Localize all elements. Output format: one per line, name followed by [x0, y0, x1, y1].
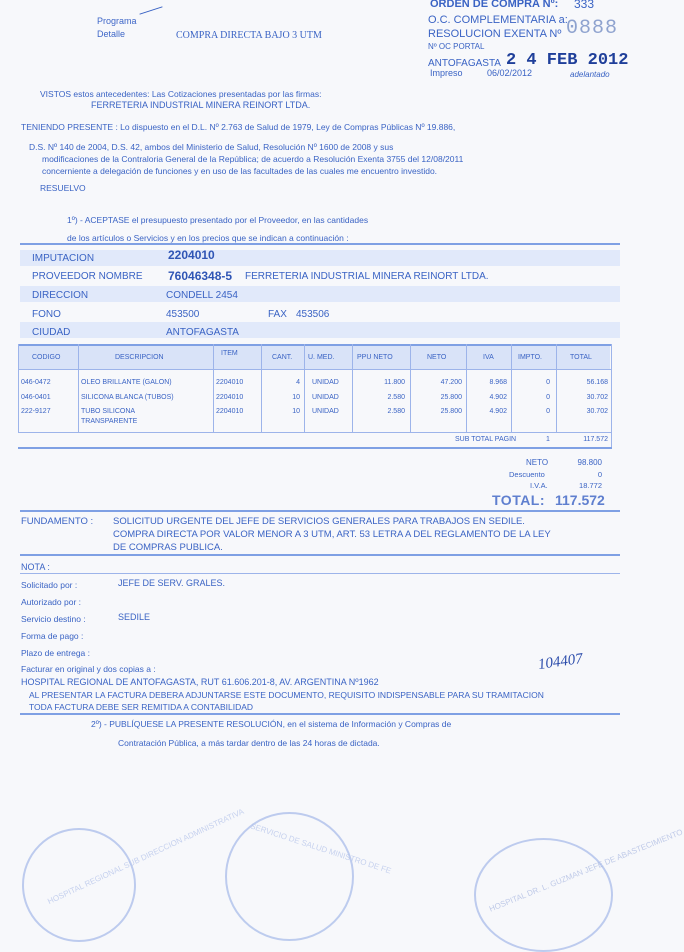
- impreso-label: Impreso: [430, 68, 463, 78]
- th-ppu-neto: PPU NETO: [357, 354, 393, 361]
- table-cell: 10: [292, 408, 300, 415]
- th-cant: CANT.: [272, 354, 293, 361]
- orden-value: 333: [574, 0, 595, 11]
- publiquese-line2: Contratación Pública, a más tardar dentro de las 24 horas de dictada.: [118, 738, 380, 748]
- ciudad-value: ANTOFAGASTA: [166, 327, 239, 338]
- col-sep: [18, 344, 19, 432]
- descuento-label: Descuento: [509, 470, 545, 479]
- table-cell: 4.902: [489, 408, 507, 415]
- table-cell: 2204010: [216, 379, 244, 386]
- table-cell: 2204010: [216, 394, 244, 401]
- resuelvo: RESUELVO: [40, 183, 86, 193]
- left-stamp: [22, 806, 246, 942]
- ciudad-fecha-label: ANTOFAGASTA: [428, 58, 501, 69]
- divider: [20, 554, 620, 556]
- table-cell: 2.580: [387, 394, 405, 401]
- ds-line3: concerniente a delegación de funciones y en uso de las facultades de las cuales me encuentro investido.: [42, 166, 438, 176]
- hospital-address: HOSPITAL REGIONAL DE ANTOFAGASTA, RUT 61.606.201-8, AV. ARGENTINA Nº1962: [21, 677, 379, 687]
- col-sep: [352, 344, 353, 432]
- total-value: 117.572: [555, 492, 605, 508]
- orden-label: ORDEN DE COMPRA Nº:: [430, 0, 559, 10]
- fundamento-line3: DE COMPRAS PUBLICA.: [113, 542, 223, 553]
- subtotal-label: SUB TOTAL PAGIN: [455, 436, 517, 443]
- detalle-label: Detalle: [97, 29, 126, 39]
- autorizado-label: Autorizado por :: [21, 597, 82, 607]
- th-umed: U. MED.: [308, 354, 335, 361]
- proveedor-nombre-value: FERRETERIA INDUSTRIAL MINERA REINORT LTDA.: [245, 271, 489, 282]
- subtotal-page: 1: [546, 436, 550, 443]
- table-cell: 10: [292, 394, 300, 401]
- table-cell: 30.702: [586, 394, 608, 401]
- pen-stroke: [139, 6, 162, 14]
- table-cell: 2204010: [216, 408, 244, 415]
- fundamento-label: FUNDAMENTO :: [21, 516, 94, 527]
- neto-value: 98.800: [577, 458, 602, 467]
- col-sep: [410, 344, 411, 432]
- direccion-value: CONDELL 2454: [166, 290, 238, 301]
- oc-portal-label: Nº OC PORTAL: [428, 42, 485, 51]
- col-sep: [556, 344, 557, 432]
- acepta-line1: 1º) - ACEPTASE el presupuesto presentado por el Proveedor, en las cantidades: [67, 215, 369, 225]
- proveedor-nombre-label: PROVEEDOR NOMBRE: [32, 271, 143, 282]
- solicitado-value: JEFE DE SERV. GRALES.: [118, 578, 226, 588]
- detalle-value: COMPRA DIRECTA BAJO 3 UTM: [176, 30, 322, 41]
- center-stamp: [225, 812, 393, 941]
- vistos-line2: FERRETERIA INDUSTRIAL MINERA REINORT LTDA.: [91, 100, 311, 110]
- acepta-line2: de los artículos o Servicios y en los precios que se indican a continuación :: [67, 233, 349, 243]
- col-sep: [213, 344, 214, 432]
- fax-value: 453506: [296, 309, 330, 320]
- th-descripcion: DESCRIPCION: [115, 354, 164, 361]
- table-cell: 0: [546, 394, 550, 401]
- divider: [20, 713, 620, 715]
- publiquese-line1: 2º) - PUBLÍQUESE LA PRESENTE RESOLUCIÓN, en el sistema de Información y Compras de: [91, 719, 452, 729]
- table-cell: 30.702: [586, 408, 608, 415]
- servicio-destino-label: Servicio destino :: [21, 614, 86, 624]
- th-neto: NETO: [427, 354, 447, 361]
- center-stamp-text: SERVICIO DE SALUD MINISTRO DE FE: [249, 821, 393, 876]
- imputacion-value: 2204010: [168, 248, 215, 262]
- neto-label: NETO: [526, 458, 549, 467]
- direccion-label: DIRECCION: [32, 290, 89, 301]
- table-cell: TUBO SILICONA: [81, 408, 136, 415]
- th-iva: IVA: [483, 354, 494, 361]
- left-stamp-text: HOSPITAL REGIONAL SUB DIRECCION ADMINISTRATIVA: [46, 806, 246, 907]
- table-cell: 4.902: [489, 394, 507, 401]
- plazo-entrega-label: Plazo de entrega :: [21, 648, 90, 658]
- date-stamp: 2 4 FEB 2012: [506, 51, 629, 70]
- table-cell: 11.800: [384, 379, 405, 386]
- fundamento-line1: SOLICITUD URGENTE DEL JEFE DE SERVICIOS GENERALES PARA TRABAJOS EN SEDILE.: [113, 516, 525, 527]
- right-stamp: [474, 827, 684, 952]
- divider: [20, 510, 620, 512]
- th-codigo: CODIGO: [32, 354, 61, 361]
- band: [20, 250, 620, 266]
- ds-line2: modificaciones de la Contraloria General de la República; de acuerdo a Resolución Exenta 3755 del 12/08/2011: [42, 154, 464, 164]
- adelantado-text: adelantado: [570, 70, 610, 79]
- table-cell: 0: [546, 408, 550, 415]
- col-sep: [261, 344, 262, 432]
- resolucion-label: RESOLUCION EXENTA Nº: [428, 28, 562, 40]
- table-body-border: [18, 432, 612, 433]
- table-header-border: [18, 369, 612, 370]
- table-cell: 25.800: [440, 394, 462, 401]
- subtotal-value: 117.572: [583, 436, 608, 443]
- proveedor-rut: 76046348-5: [168, 269, 233, 283]
- fundamento-line2: COMPRA DIRECTA POR VALOR MENOR A 3 UTM, ART. 53 LETRA A DEL REGLAMENTO DE LA LEY: [113, 529, 551, 540]
- adjuntar-note: AL PRESENTAR LA FACTURA DEBERA ADJUNTARSE ESTE DOCUMENTO, REQUISITO INDISPENSABLE PARA SU TRAMITACION: [29, 690, 544, 700]
- table-top-border: [18, 344, 612, 346]
- divider: [20, 243, 620, 245]
- th-impto: IMPTO.: [518, 354, 542, 361]
- servicio-destino-value: SEDILE: [118, 612, 151, 622]
- table-cell: SILICONA BLANCA (TUBOS): [81, 394, 174, 401]
- band: [20, 322, 620, 338]
- th-total: TOTAL: [570, 354, 592, 361]
- table-cell: 8.968: [489, 379, 507, 386]
- ds-line1: D.S. Nº 140 de 2004, D.S. 42, ambos del Ministerio de Salud, Resolución Nº 1600 de 2008 y sus: [29, 142, 394, 152]
- table-cell: 222-9127: [21, 408, 51, 415]
- table-cell: 25.800: [440, 408, 462, 415]
- solicitado-label: Solicitado por :: [21, 580, 78, 590]
- col-sep: [304, 344, 305, 432]
- table-cell: OLEO BRILLANTE (GALON): [81, 379, 172, 386]
- divider: [20, 573, 620, 574]
- table-cell: UNIDAD: [312, 408, 339, 415]
- nota-label: NOTA :: [21, 562, 50, 572]
- fax-label: FAX: [268, 309, 287, 320]
- table-cell: UNIDAD: [312, 394, 339, 401]
- th-item: ITEM: [221, 350, 238, 357]
- impreso-value: 06/02/2012: [487, 68, 533, 78]
- fono-value: 453500: [166, 309, 200, 320]
- table-bottom-border: [18, 447, 612, 449]
- right-stamp-text: HOSPITAL DR. L. GUZMAN JEFE DE ABASTECIMIENTO: [487, 827, 684, 914]
- table-cell: 47.200: [440, 379, 462, 386]
- col-sep: [511, 344, 512, 432]
- table-cell: 4: [296, 379, 300, 386]
- iva-label: I.V.A.: [530, 481, 548, 490]
- table-cell: UNIDAD: [312, 379, 339, 386]
- remitida-note: TODA FACTURA DEBE SER REMITIDA A CONTABILIDAD: [29, 702, 254, 712]
- fono-label: FONO: [32, 309, 61, 320]
- descuento-value: 0: [597, 470, 602, 479]
- imputacion-label: IMPUTACION: [32, 253, 95, 264]
- forma-pago-label: Forma de pago :: [21, 631, 84, 641]
- col-sep: [611, 344, 612, 447]
- ciudad-label: CIUDAD: [32, 327, 71, 338]
- table-cell: TRANSPARENTE: [81, 418, 138, 425]
- programa-label: Programa: [97, 16, 137, 26]
- complementaria-label: O.C. COMPLEMENTARIA a:: [428, 14, 568, 26]
- col-sep: [78, 344, 79, 432]
- iva-value: 18.772: [579, 481, 602, 490]
- handwritten-number: 104407: [537, 650, 584, 674]
- table-cell: 046-0472: [21, 379, 51, 386]
- band: [20, 286, 620, 302]
- col-sep: [466, 344, 467, 432]
- teniendo-presente: TENIENDO PRESENTE : Lo dispuesto en el D.L. Nº 2.763 de Salud de 1979, Ley de Compras Públicas Nº 19.886,: [21, 122, 456, 132]
- table-cell: 56.168: [586, 379, 608, 386]
- total-label: TOTAL:: [492, 492, 546, 508]
- table-cell: 046-0401: [21, 394, 51, 401]
- facturar-label: Facturar en original y dos copias a :: [21, 664, 156, 674]
- table-cell: 0: [546, 379, 550, 386]
- resolucion-value: 0888: [566, 17, 619, 40]
- vistos-line1: VISTOS estos antecedentes: Las Cotizaciones presentadas por las firmas:: [40, 89, 322, 99]
- table-cell: 2.580: [387, 408, 405, 415]
